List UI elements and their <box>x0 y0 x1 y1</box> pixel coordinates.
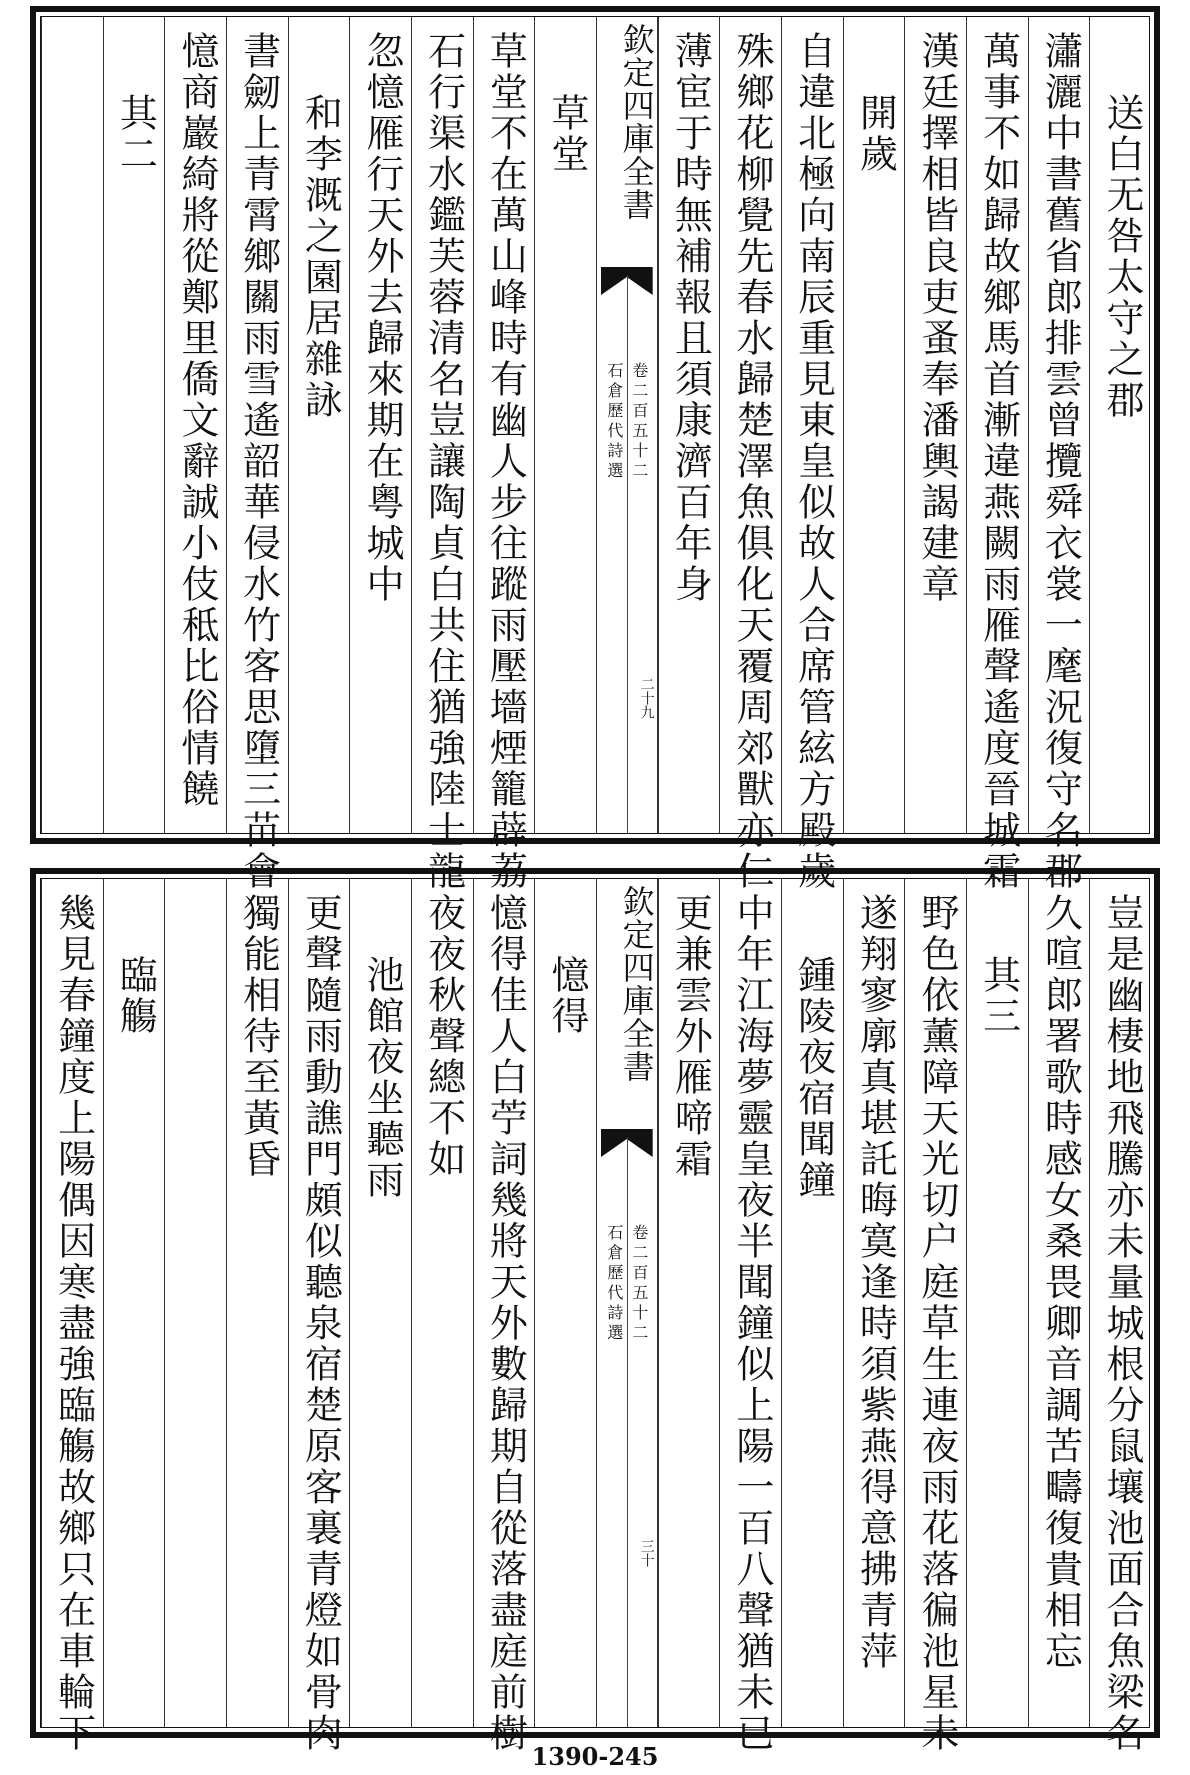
poem-line: 殊鄉花柳覺先春水歸楚澤魚俱化天覆周郊獸亦仁 <box>729 31 774 892</box>
poem-title: 其二 <box>113 93 158 175</box>
text-column <box>1028 879 1090 1727</box>
text-column <box>349 17 411 833</box>
poem-line: 遂翔寥廓真堪託晦寞逢時須紫燕得意拂青萍 <box>853 893 898 1672</box>
text-column <box>103 879 165 1727</box>
text-column <box>658 879 720 1727</box>
poem-line: 瀟灑中書舊省郎排雲曾攬舜衣裳一麾況復守名郡 <box>1038 31 1083 892</box>
poem-title: 草堂 <box>544 93 589 175</box>
page-bottom-inner <box>40 878 1150 1754</box>
poem-line: 書劒上青霄鄉關雨雪遙韶華侵水竹客思墮三苗會 <box>236 31 281 892</box>
text-column <box>473 17 535 892</box>
poem-line: 豈是幽棲地飛騰亦未量城根分鼠壤池面合魚梁名 <box>1099 893 1144 1754</box>
text-column <box>781 17 843 892</box>
book-title: 欽定四庫全書 <box>617 885 656 1083</box>
text-column <box>288 17 350 833</box>
gutter-top <box>596 17 658 833</box>
poem-line: 萬事不如歸故鄉馬首漸違燕闕雨雁聲遙度晉城霜 <box>976 31 1021 892</box>
poem-line: 幾見春鐘度上陽偶因寒盡強臨觴故鄉只在車輪下 <box>51 893 96 1754</box>
text-column <box>41 17 103 833</box>
text-column <box>843 17 905 833</box>
gutter-subtitle-1: 石倉歷代詩選 <box>604 362 624 482</box>
poem-line: 中年江海夢靈皇夜半聞鐘似上陽一百八聲猶未已 <box>729 893 774 1754</box>
leaf-number: 三十 <box>638 1539 655 1567</box>
text-column <box>781 879 843 1727</box>
poem-title: 其三 <box>976 955 1021 1037</box>
poem-line: 草堂不在萬山峰時有幽人步往蹤雨壓墻煙籠薜荔 <box>483 31 528 892</box>
text-column <box>719 879 781 1754</box>
poem-line: 憶商巖綺將從鄭里僑文辭誠小伎秪比俗情饒 <box>174 31 219 810</box>
text-column <box>164 879 226 1727</box>
gutter-subtitle <box>597 362 657 482</box>
text-column <box>411 17 473 892</box>
poem-title: 和李溉之園居雜詠 <box>298 93 343 421</box>
poem-title: 送白无咎太守之郡 <box>1099 93 1144 421</box>
book-title: 欽定四庫全書 <box>617 23 656 221</box>
text-column <box>103 17 165 833</box>
text-column <box>41 879 103 1754</box>
text-column <box>226 879 288 1727</box>
text-column <box>349 879 411 1727</box>
text-column <box>473 879 535 1754</box>
poem-line: 憶得佳人白苧詞幾將天外數歸期自從落盡庭前樹 <box>483 893 528 1754</box>
text-column <box>288 879 350 1754</box>
text-column <box>411 879 473 1727</box>
poem-line: 石行渠水鑑芙蓉清名豈讓陶貞白共住猶強陸士龍 <box>421 31 466 892</box>
text-column <box>904 879 966 1754</box>
poem-line: 忽憶雁行天外去歸來期在粤城中 <box>359 31 404 605</box>
page-top-inner <box>40 16 1150 892</box>
text-column <box>719 17 781 892</box>
gutter-subtitle-2: 卷二百五十二 <box>629 1224 649 1344</box>
page-top <box>30 6 1160 892</box>
poem-line: 漢廷擇相皆良吏蚤奉潘輿謁建章 <box>914 31 959 605</box>
text-column <box>1028 17 1090 892</box>
page-bottom <box>30 868 1160 1754</box>
text-column <box>534 879 596 1727</box>
text-column <box>904 17 966 833</box>
poem-title: 鍾陵夜宿聞鐘 <box>791 955 836 1201</box>
poem-line: 薄宦于時無補報且須康濟百年身 <box>668 31 713 605</box>
gutter-subtitle <box>597 1224 657 1344</box>
poem-line: 久喧郎署歌時感女桑畏卿音調苦疇復貴相忘 <box>1038 893 1083 1672</box>
leaf-number: 二十九 <box>638 677 655 719</box>
poem-line: 獨能相待至黃昏 <box>236 893 281 1180</box>
text-column <box>1089 879 1151 1754</box>
poem-line: 更聲隨雨動譙門頗似聽泉宿楚原客裏青燈如骨肉 <box>298 893 343 1754</box>
gutter-subtitle-1: 石倉歷代詩選 <box>604 1224 624 1344</box>
poem-title: 開歲 <box>853 93 898 175</box>
text-column <box>534 17 596 833</box>
gutter-bottom <box>596 879 658 1727</box>
gutter-subtitle-2: 卷二百五十二 <box>629 362 649 482</box>
text-column <box>1089 17 1151 833</box>
text-column <box>164 17 226 833</box>
text-column <box>966 17 1028 892</box>
poem-line: 夜夜秋聲總不如 <box>421 893 466 1180</box>
poem-title: 臨觴 <box>113 955 158 1037</box>
poem-line: 更兼雲外雁啼霜 <box>668 893 713 1180</box>
text-column <box>843 879 905 1727</box>
page-number: 1390-245 <box>531 1742 659 1771</box>
poem-line: 自違北極向南辰重見東皇似故人合席管絃方殿歲 <box>791 31 836 892</box>
text-column <box>966 879 1028 1727</box>
text-column <box>226 17 288 892</box>
text-column <box>658 17 720 833</box>
poem-title: 憶得 <box>544 955 589 1037</box>
poem-line: 野色依薰障天光切户庭草生連夜雨花落徧池星未 <box>914 893 959 1754</box>
poem-title: 池館夜坐聽雨 <box>359 955 404 1201</box>
gutter-line <box>627 275 628 833</box>
